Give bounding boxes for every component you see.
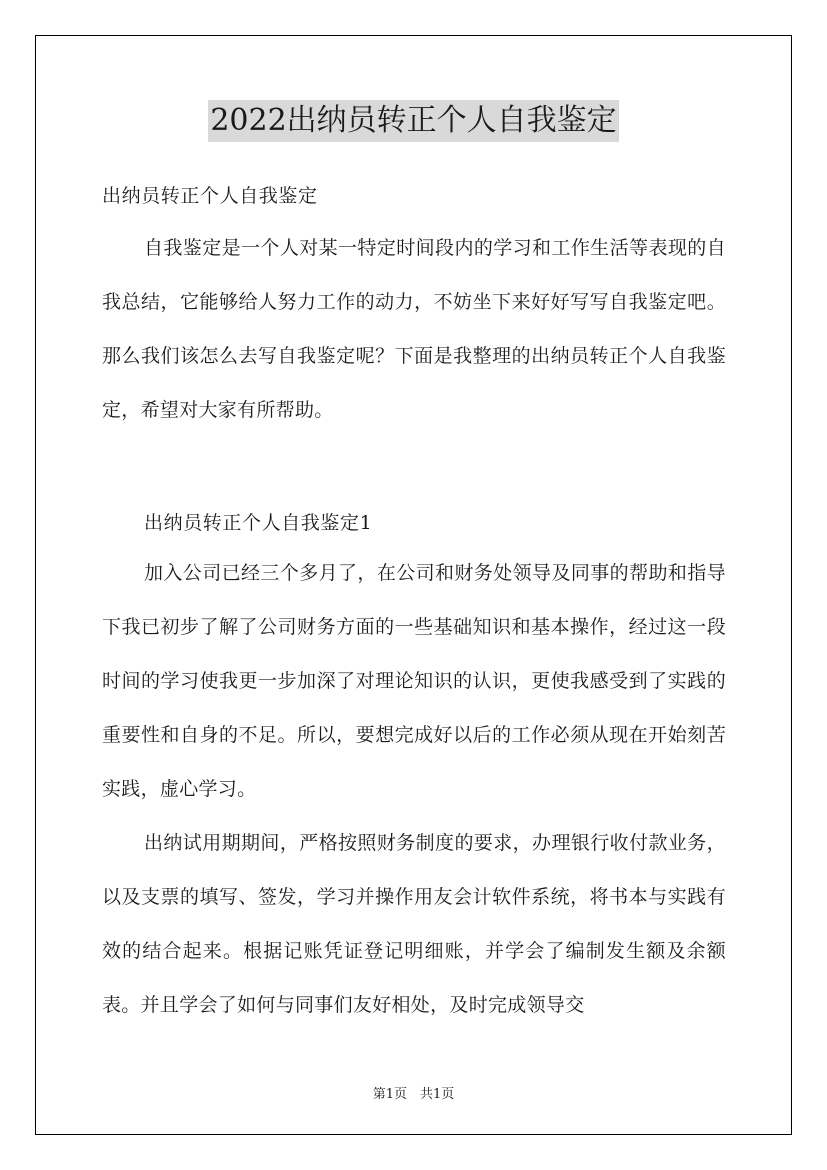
intro-paragraph: 自我鉴定是一个人对某一特定时间段内的学习和工作生活等表现的自我总结，它能够给人努力工作的动力，不妨坐下来好好写写自我鉴定吧。那么我们该怎么去写自我鉴定呢？下面是我整理的出纳员转正个人自我鉴定，希望对大家有所帮助。 bbox=[102, 237, 726, 421]
title-wrap bbox=[0, 100, 827, 142]
document-title: 2022出纳员转正个人自我鉴定 bbox=[208, 100, 618, 142]
body-paragraph-1: 加入公司已经三个多月了，在公司和财务处领导及同事的帮助和指导下我已初步了解了公司财务方面的一些基础知识和基本操作，经过这一段时间的学习使我更一步加深了对理论知识的认识，更使我感受到了实践的重要性和自身的不足。所以，要想完成好以后的工作必须从现在开始刻苦实践，虚心学习。 bbox=[102, 562, 726, 800]
document-subtitle: 出纳员转正个人自我鉴定 bbox=[102, 185, 318, 207]
section-heading: 出纳员转正个人自我鉴定1 bbox=[144, 512, 373, 534]
body-paragraph-2: 出纳试用期期间，严格按照财务制度的要求，办理银行收付款业务，以及支票的填写、签发，学习并操作用友会计软件系统，将书本与实践有效的结合起来。根据记账凭证登记明细账，并学会了编制发生额及余额表。并且学会了如何与同事们友好相处，及时完成领导交 bbox=[102, 832, 726, 1016]
page-footer: 第1页 共1页 bbox=[372, 1087, 455, 1102]
